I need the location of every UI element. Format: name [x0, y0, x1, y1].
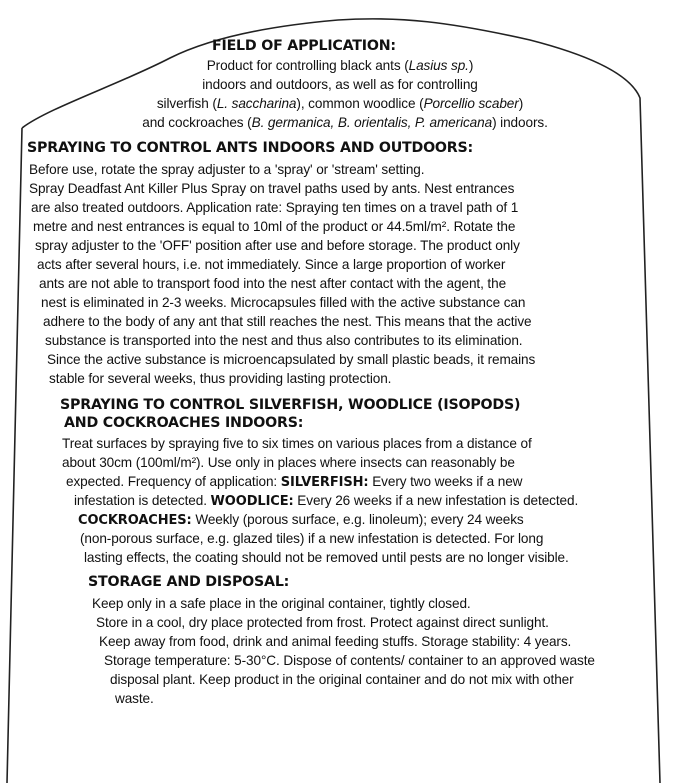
field-of-application-heading: FIELD OF APPLICATION: — [212, 38, 396, 54]
silverfish-line-4 — [74, 493, 578, 510]
silverfish-line-5 — [78, 512, 524, 529]
storage-line-1: Keep only in a safe place in the original container, tightly closed. — [92, 596, 471, 611]
silverfish-line-1: Treat surfaces by spraying five to six times on various places from a distance of — [62, 436, 532, 451]
ants-line-6: acts after several hours, i.e. not immediately. Since a large proportion of worker — [37, 257, 506, 272]
field-line-3-mid: ), common woodlice ( — [296, 96, 424, 111]
storage-line-4: Storage temperature: 5-30°C. Dispose of contents/ container to an approved waste — [104, 653, 595, 668]
storage-heading: STORAGE AND DISPOSAL: — [88, 574, 290, 590]
ants-line-1: Before use, rotate the spray adjuster to a 'spray' or 'stream' setting. — [29, 162, 425, 177]
field-line-2: indoors and outdoors, as well as for controlling — [202, 77, 478, 92]
ants-line-5: spray adjuster to the 'OFF' position after use and before storage. The product only — [35, 238, 520, 253]
ants-line-11: Since the active substance is microencapsulated by small plastic beads, it remains — [47, 352, 536, 367]
silverfish-line-3 — [66, 474, 522, 491]
cockroaches-label: COCKROACHES: — [78, 513, 192, 528]
field-line-1-end: ) — [468, 58, 474, 73]
field-line-3-end: ) — [518, 96, 524, 111]
storage-line-6: waste. — [115, 691, 154, 706]
field-line-3 — [90, 96, 590, 112]
lasius-species: Lasius sp. — [408, 58, 469, 73]
field-line-4 — [80, 115, 610, 131]
ants-line-7: ants are not able to transport food into the nest after contact with the agent, the — [39, 276, 507, 291]
storage-line-5: disposal plant. Keep product in the original container and do not mix with other — [110, 672, 574, 687]
ants-line-12: stable for several weeks, thus providing lasting protection. — [49, 371, 392, 386]
storage-line-3: Keep away from food, drink and animal feeding stuffs. Storage stability: 4 years. — [99, 634, 572, 649]
silverfish-label: SILVERFISH: — [280, 475, 369, 490]
silverfish-line-6: (non-porous surface, e.g. glazed tiles) if a new infestation is detected. For long — [80, 531, 544, 546]
field-line-1-text: Product for controlling black ants ( — [206, 58, 409, 73]
ants-line-10: substance is transported into the nest and thus also contributes to its elimination. — [45, 333, 523, 348]
storage-line-2: Store in a cool, dry place protected from frost. Protect against direct sunlight. — [96, 615, 549, 630]
ants-line-4: metre and nest entrances is equal to 10ml of the product or 44.5ml/m². Rotate the — [33, 219, 516, 234]
silverfish-species: L. saccharina — [216, 96, 297, 111]
silverfish-line-4-text: infestation is detected. — [74, 493, 211, 508]
cockroach-species: B. germanica, B. orientalis, P. americana — [251, 115, 493, 130]
ants-line-3: are also treated outdoors. Application rate: Spraying ten times on a travel path of 1 — [31, 200, 519, 215]
silverfish-heading-line-1: SPRAYING TO CONTROL SILVERFISH, WOODLICE (ISOPODS) — [60, 397, 521, 413]
ants-line-2: Spray Deadfast Ant Killer Plus Spray on travel paths used by ants. Nest entrances — [29, 181, 515, 196]
field-line-4-text: and cockroaches ( — [142, 115, 252, 130]
woodlice-label: WOODLICE: — [210, 494, 294, 509]
silverfish-line-3-end: Every two weeks if a new — [368, 474, 523, 489]
field-line-4-end: ) indoors. — [492, 115, 548, 130]
silverfish-line-2: about 30cm (100ml/m²). Use only in places where insects can reasonably be — [62, 455, 515, 470]
silverfish-line-5-end: Weekly (porous surface, e.g. linoleum); every 24 weeks — [191, 512, 524, 527]
silverfish-heading-line-2: AND COCKROACHES INDOORS: — [64, 415, 304, 431]
woodlice-species: Porcellio scaber — [423, 96, 519, 111]
ants-line-8: nest is eliminated in 2-3 weeks. Microcapsules filled with the active substance can — [41, 295, 526, 310]
ants-heading: SPRAYING TO CONTROL ANTS INDOORS AND OUTDOORS: — [27, 140, 474, 156]
silverfish-line-3-text: expected. Frequency of application: — [66, 474, 281, 489]
field-line-1 — [140, 58, 540, 74]
silverfish-line-7: lasting effects, the coating should not be removed until pests are no longer visible. — [84, 550, 569, 565]
ants-line-9: adhere to the body of any ant that still reaches the nest. This means that the active — [43, 314, 532, 329]
silverfish-line-4-end: Every 26 weeks if a new infestation is detected. — [293, 493, 579, 508]
field-line-3-text: silverfish ( — [156, 96, 217, 111]
